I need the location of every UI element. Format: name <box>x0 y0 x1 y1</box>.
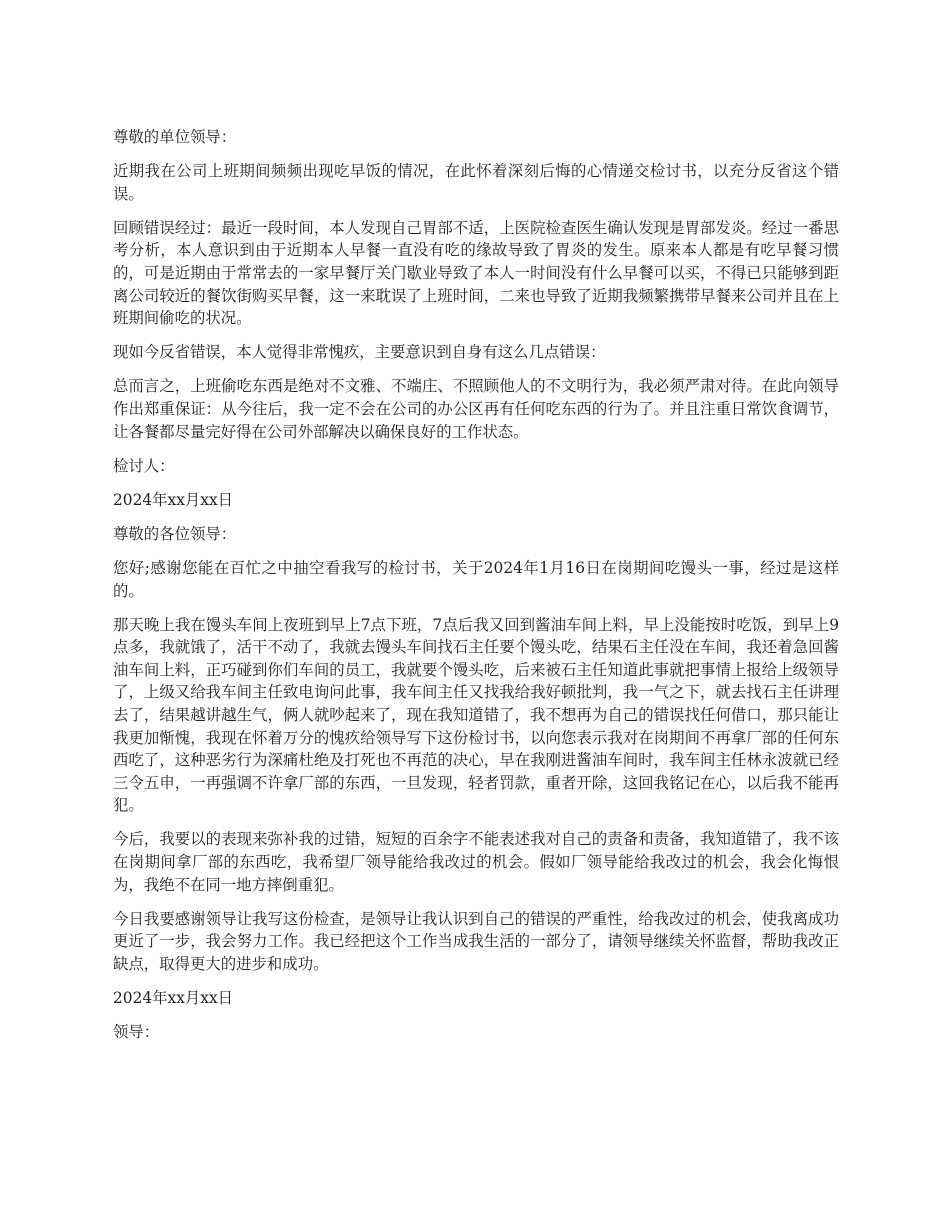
salutation-leader: 领导： <box>113 1023 160 1042</box>
date-line: 2024年xx月xx日 <box>113 989 234 1007</box>
commitment-paragraph: 今后，我要以的表现来弥补我的过错，短短的百余字不能表述我对自己的责备和责备，我知道错了，我不该在岗期间拿厂部的东西吃，我希望厂领导能给我改过的机会。假如厂领导能给我改过的机会，我会化悔恨为，我绝不在同一地方摔倒重犯。 <box>113 830 839 894</box>
summary-paragraph: 总而言之，上班偷吃东西是绝对不文雅、不端庄、不照顾他人的不文明行为，我必须严肃对待。在此向领导作出郑重保证：从今往后，我一定不会在公司的办公区再有任何吃东西的行为了。并且注重日常饮食调节，让各餐都尽量完好得在公司外部解决以确保良好的工作状态。 <box>113 377 839 441</box>
date-line: 2024年xx月xx日 <box>113 490 234 509</box>
incident-paragraph: 那天晚上我在馒头车间上夜班到早上7点下班，7点后我又回到酱油车间上料，早上没能按时吃饭，到早上9点多，我就饿了，活干不动了，我就去馒头车间找石主任要个馒头吃，结果石主任没在车间，我还着急回酱油车间上料，正巧碰到你们车间的员工，我就要个馒头吃，后来被石主任知道此事就把事情上报给上级领导了，上级又给我车间主任致电询问此事，我车间主任又找我给我好顿批判，我一气之下，就去找石主任讲理去了，结果越讲越生气，俩人就吵起来了，现在我知道错了，我不想再为自己的错误找任何借口，那只能让我更加惭愧，我现在怀着万分的愧疚给领导写下这份检讨书，以向您表示我对在岗期间不再拿厂部的任何东西吃了，这种恶劣行为深痛杜绝及打死也不再范的决心，早在我刚进酱油车间时，我车间主任林永波就已经三令五申，一再强调不许拿厂部的东西，一旦发现，轻者罚款，重者开除，这回我铭记在心，以后我不能再犯。 <box>113 615 839 815</box>
salutation-unit-leaders: 尊敬的单位领导： <box>113 128 237 146</box>
salutation-all-leaders: 尊敬的各位领导： <box>113 524 237 543</box>
review-paragraph: 回顾错误经过：最近一段时间，本人发现自己胃部不适，上医院检查医生确认发现是胃部发炎。经过一番思考分析，本人意识到由于近期本人早餐一直没有吃的缘故导致了胃炎的发生。原来本人都是有吃早餐习惯的，可是近期由于常常去的一家早餐厅关门歇业导致了本人一时间没有什么早餐可以买，不得已只能够到距离公司较近的餐饮街购买早餐，这一来耽误了上班时间，二来也导致了近期我频繁携带早餐来公司并且在上班期间偷吃的状况。 <box>113 218 839 328</box>
signer-label: 检讨人： <box>113 456 175 475</box>
reflection-paragraph: 现如今反省错误，本人觉得非常愧疚，主要意识到自身有这么几点错误： <box>113 343 606 362</box>
greeting-paragraph: 您好;感谢您能在百忙之中抽空看我写的检讨书，关于2024年1月16日在岗期间吃馒头一事，经过是这样的。 <box>113 558 839 600</box>
intro-paragraph: 近期我在公司上班期间频频出现吃早饭的情况，在此怀着深刻后悔的心情递交检讨书，以充分反省这个错误。 <box>113 162 839 203</box>
document-body <box>113 126 839 1055</box>
thanks-paragraph: 今日我要感谢领导让我写这份检查，是领导让我认识到自己的错误的严重性，给我改过的机会，使我离成功更近了一步，我会努力工作。我已经把这个工作当成我生活的一部分了，请领导继续关怀监督，帮助我改正缺点，取得更大的进步和成功。 <box>113 909 839 973</box>
